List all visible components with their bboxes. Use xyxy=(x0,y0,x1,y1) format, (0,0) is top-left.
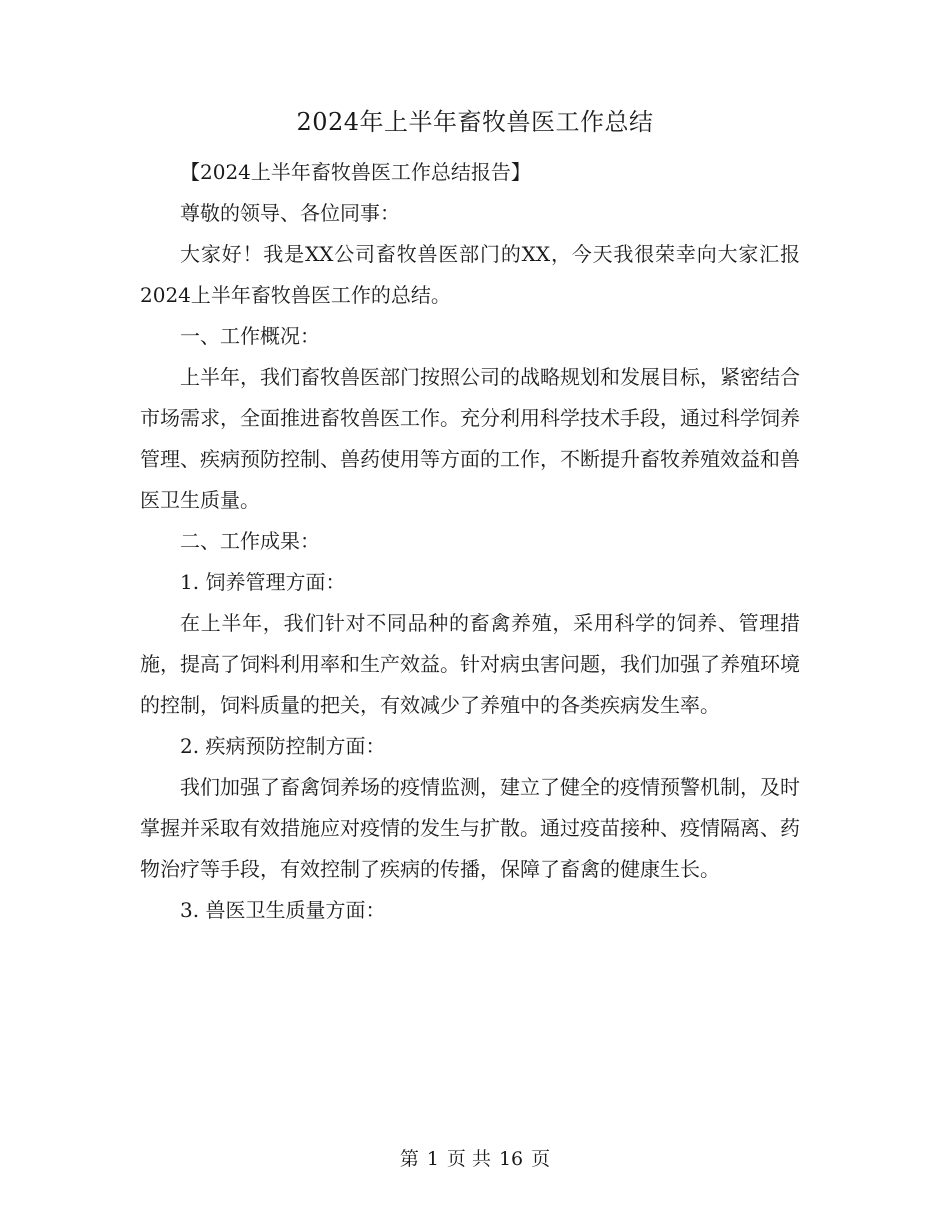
overview-paragraph: 上半年，我们畜牧兽医部门按照公司的战略规划和发展目标，紧密结合市场需求，全面推进畜牧兽医工作。充分利用科学技术手段，通过科学饲养管理、疾病预防控制、兽药使用等方面的工作，不断提升畜牧养殖效益和兽医卫生质量。 xyxy=(140,365,800,512)
page-label-mid: 页 共 xyxy=(446,1148,491,1170)
page-label-prefix: 第 xyxy=(399,1148,419,1170)
section-heading-results: 二、工作成果： xyxy=(180,529,320,553)
page-label-suffix: 页 xyxy=(531,1148,551,1170)
document-body xyxy=(140,152,800,931)
feeding-management-paragraph: 在上半年，我们针对不同品种的畜禽养殖，采用科学的饲养、管理措施，提高了饲料利用率和生产效益。针对病虫害问题，我们加强了养殖环境的控制，饲料质量的把关，有效减少了养殖中的各类疾病发生率。 xyxy=(140,611,800,717)
page-footer xyxy=(0,1144,950,1174)
salutation: 尊敬的领导、各位同事： xyxy=(180,201,400,225)
document-title: 2024年上半年畜牧兽医工作总结 xyxy=(296,108,654,136)
opening-paragraph: 大家好！我是XX公司畜牧兽医部门的XX，今天我很荣幸向大家汇报2024上半年畜牧兽医工作的总结。 xyxy=(140,242,800,307)
subheading-feeding-management: 1. 饲养管理方面： xyxy=(180,570,346,594)
subheading-disease-control: 2. 疾病预防控制方面： xyxy=(180,734,386,758)
disease-control-paragraph: 我们加强了畜禽饲养场的疫情监测，建立了健全的疫情预警机制，及时掌握并采取有效措施应对疫情的发生与扩散。通过疫苗接种、疫情隔离、药物治疗等手段，有效控制了疾病的传播，保障了畜禽的健康生长。 xyxy=(140,775,800,881)
subheading-veterinary-hygiene: 3. 兽医卫生质量方面： xyxy=(180,898,386,922)
section-heading-overview: 一、工作概况： xyxy=(180,324,320,348)
total-pages-number: 16 xyxy=(498,1148,524,1170)
current-page-number: 1 xyxy=(426,1148,439,1170)
report-heading: 【2024上半年畜牧兽医工作总结报告】 xyxy=(180,160,531,184)
